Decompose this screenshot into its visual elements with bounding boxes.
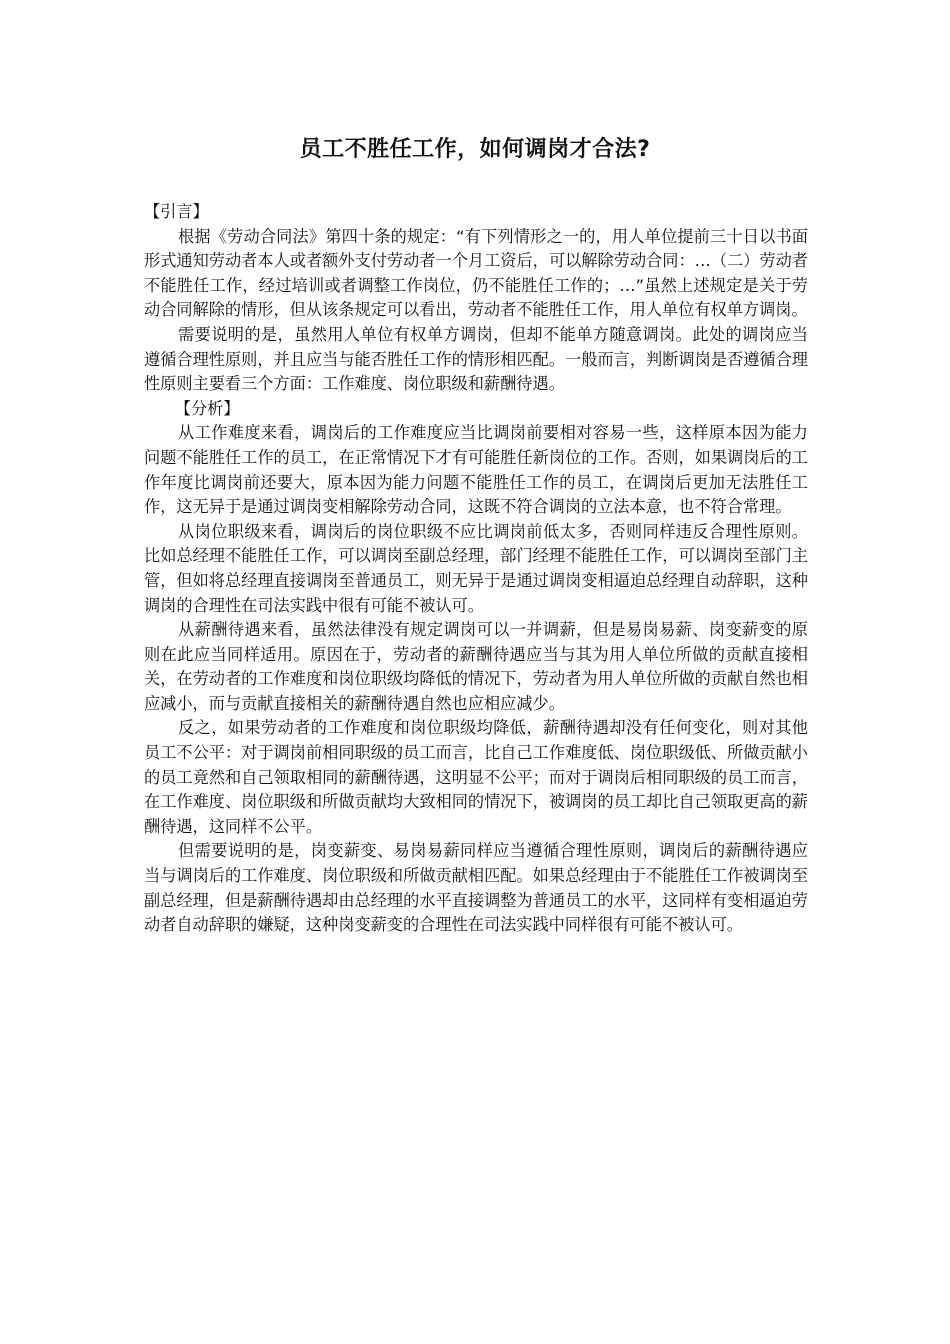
analysis-paragraph-3: 从薪酬待遇来看，虽然法律没有规定调岗可以一并调薪，但是易岗易薪、岗变薪变的原则在此应当同样适用。原因在于，劳动者的薪酬待遇应当与其为用人单位所做的贡献直接相关，在劳动者的工作难度和岗位职级均降低的情况下，劳动者为用人单位所做的贡献自然也相应减小，而与贡献直接相关的薪酬待遇自然也应相应减少。 [144, 620, 808, 713]
intro-paragraph-1: 根据《劳动合同法》第四十条的规定：“有下列情形之一的，用人单位提前三十日以书面形式通知劳动者本人或者额外支付劳动者一个月工资后，可以解除劳动合同：…（二）劳动者不能胜任工作，经过培训或者调整工作岗位，仍不能胜任工作的；…”虽然上述规定是关于劳动合同解除的情形，但从该条规定可以看出，劳动者不能胜任工作，用人单位有权单方调岗。 [144, 226, 808, 320]
document-body [144, 200, 808, 938]
intro-paragraph-2: 需要说明的是，虽然用人单位有权单方调岗，但却不能单方随意调岗。此处的调岗应当遵循合理性原则，并且应当与能否胜任工作的情形相匹配。一般而言，判断调岗是否遵循合理性原则主要看三个方面：工作难度、岗位职级和薪酬待遇。 [144, 324, 808, 394]
analysis-paragraph-2: 从岗位职级来看，调岗后的岗位职级不应比调岗前低太多，否则同样违反合理性原则。比如总经理不能胜任工作，可以调岗至副总经理，部门经理不能胜任工作，可以调岗至部门主管，但如将总经理直接调岗至普通员工，则无异于是通过调岗变相逼迫总经理自动辞职，这种调岗的合理性在司法实践中很有可能不被认可。 [144, 521, 808, 615]
analysis-paragraph-1: 从工作难度来看，调岗后的工作难度应当比调岗前要相对容易一些，这样原本因为能力问题不能胜任工作的员工，在正常情况下才有可能胜任新岗位的工作。否则，如果调岗后的工作年度比调岗前还要大，原本因为能力问题不能胜任工作的员工，在调岗后更加无法胜任工作，这无异于是通过调岗变相解除劳动合同，这既不符合调岗的立法本意，也不符合常理。 [144, 423, 808, 517]
intro-heading: 【引言】 [144, 202, 209, 221]
document-title: 员工不胜任工作，如何调岗才合法? [299, 137, 651, 162]
analysis-paragraph-5: 但需要说明的是，岗变薪变、易岗易薪同样应当遵循合理性原则，调岗后的薪酬待遇应当与调岗后的工作难度、岗位职级和所做贡献相匹配。如果总经理由于不能胜任工作被调岗至副总经理，但是薪酬待遇却由总经理的水平直接调整为普通员工的水平，这同样有变相逼迫劳动者自动辞职的嫌疑，这种岗变薪变的合理性在司法实践中同样很有可能不被认可。 [144, 841, 808, 935]
analysis-paragraph-4: 反之，如果劳动者的工作难度和岗位职级均降低，薪酬待遇却没有任何变化，则对其他员工不公平：对于调岗前相同职级的员工而言，比自己工作难度低、岗位职级低、所做贡献小的员工竟然和自己领取相同的薪酬待遇，这明显不公平；而对于调岗后相同职级的员工而言，在工作难度、岗位职级和所做贡献均大致相同的情况下，被调岗的员工却比自己领取更高的薪酬待遇，这同样不公平。 [144, 718, 808, 836]
analysis-heading: 【分析】 [174, 398, 240, 418]
